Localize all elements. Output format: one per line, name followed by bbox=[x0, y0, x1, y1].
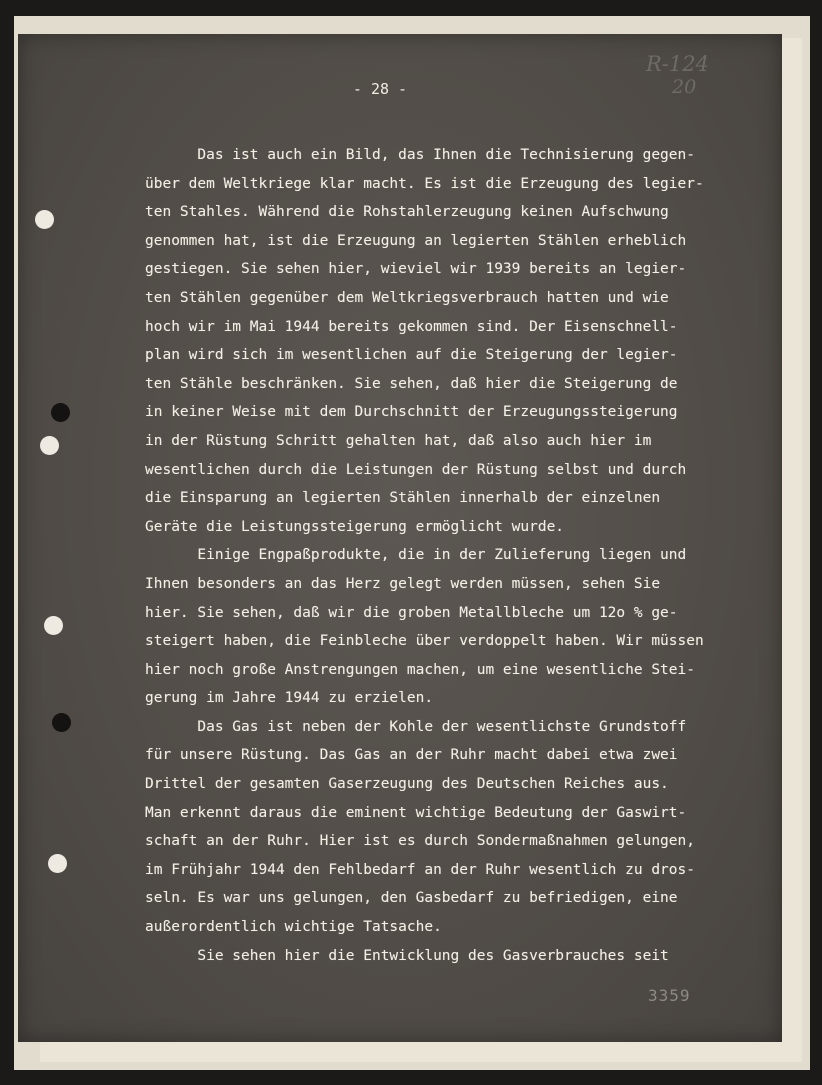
text-line: genommen hat, ist die Erzeugung an legierten Stählen erheblich bbox=[145, 232, 687, 249]
text-line: im Frühjahr 1944 den Fehlbedarf an der Ruhr wesentlich zu dros- bbox=[145, 861, 695, 878]
text-line: steigert haben, die Feinbleche über verdoppelt haben. Wir müssen bbox=[145, 633, 704, 650]
text-line: ten Stählen gegenüber dem Weltkriegsverbrauch hatten und wie bbox=[145, 289, 669, 306]
text-line: plan wird sich im wesentlichen auf die Steigerung der legier- bbox=[145, 347, 678, 364]
punch-hole bbox=[35, 210, 54, 229]
text-line: gerung im Jahre 1944 zu erzielen. bbox=[145, 690, 434, 707]
text-line: Sie sehen hier die Entwicklung des Gasverbrauches seit bbox=[145, 947, 669, 964]
punch-hole bbox=[40, 436, 59, 455]
page-number: - 28 - bbox=[352, 80, 408, 98]
punch-hole bbox=[52, 713, 71, 732]
text-line: hier noch große Anstrengungen machen, um eine wesentliche Stei- bbox=[145, 661, 695, 678]
typed-text-body bbox=[145, 141, 735, 970]
text-line: Man erkennt daraus die eminent wichtige Bedeutung der Gaswirt- bbox=[145, 804, 687, 821]
text-line: in der Rüstung Schritt gehalten hat, daß also auch hier im bbox=[145, 432, 652, 449]
text-line: Einige Engpaßprodukte, die in der Zulieferung liegen und bbox=[145, 547, 687, 564]
archive-mark-line2: 20 bbox=[672, 76, 697, 98]
text-line: hoch wir im Mai 1944 bereits gekommen sind. Der Eisenschnell- bbox=[145, 318, 678, 335]
text-line: Das Gas ist neben der Kohle der wesentlichste Grundstoff bbox=[145, 718, 687, 735]
text-line: wesentlichen durch die Leistungen der Rüstung selbst und durch bbox=[145, 461, 687, 478]
text-line: in keiner Weise mit dem Durchschnitt der Erzeugungssteigerung bbox=[145, 404, 678, 421]
text-line: Drittel der gesamten Gaserzeugung des Deutschen Reiches aus. bbox=[145, 776, 669, 793]
text-line: die Einsparung an legierten Stählen innerhalb der einzelnen bbox=[145, 490, 661, 507]
text-line: für unsere Rüstung. Das Gas an der Ruhr macht dabei etwa zwei bbox=[145, 747, 678, 764]
punch-hole bbox=[44, 616, 63, 635]
text-line: gestiegen. Sie sehen hier, wieviel wir 1939 bereits an legier- bbox=[145, 261, 687, 278]
text-line: außerordentlich wichtige Tatsache. bbox=[145, 919, 442, 936]
text-line: ten Stahles. Während die Rohstahlerzeugung keinen Aufschwung bbox=[145, 204, 669, 221]
text-line: Geräte die Leistungssteigerung ermöglicht wurde. bbox=[145, 518, 565, 535]
text-line: Ihnen besonders an das Herz gelegt werden müssen, sehen Sie bbox=[145, 575, 661, 592]
text-line: seln. Es war uns gelungen, den Gasbedarf zu befriedigen, eine bbox=[145, 890, 678, 907]
corner-stamp: 3359 bbox=[648, 986, 691, 1005]
text-line: Das ist auch ein Bild, das Ihnen die Technisierung gegen- bbox=[145, 147, 695, 163]
text-line: ten Stähle beschränken. Sie sehen, daß hier die Steigerung de bbox=[145, 375, 678, 392]
text-line: hier. Sie sehen, daß wir die groben Metallbleche um 12o % ge- bbox=[145, 604, 678, 621]
archive-mark-line1: R-124 bbox=[646, 52, 709, 76]
punch-hole bbox=[48, 854, 67, 873]
text-line: über dem Weltkriege klar macht. Es ist die Erzeugung des legier- bbox=[145, 175, 704, 192]
text-line: schaft an der Ruhr. Hier ist es durch Sondermaßnahmen gelungen, bbox=[145, 833, 695, 850]
archive-mark bbox=[646, 52, 726, 104]
punch-hole bbox=[51, 403, 70, 422]
